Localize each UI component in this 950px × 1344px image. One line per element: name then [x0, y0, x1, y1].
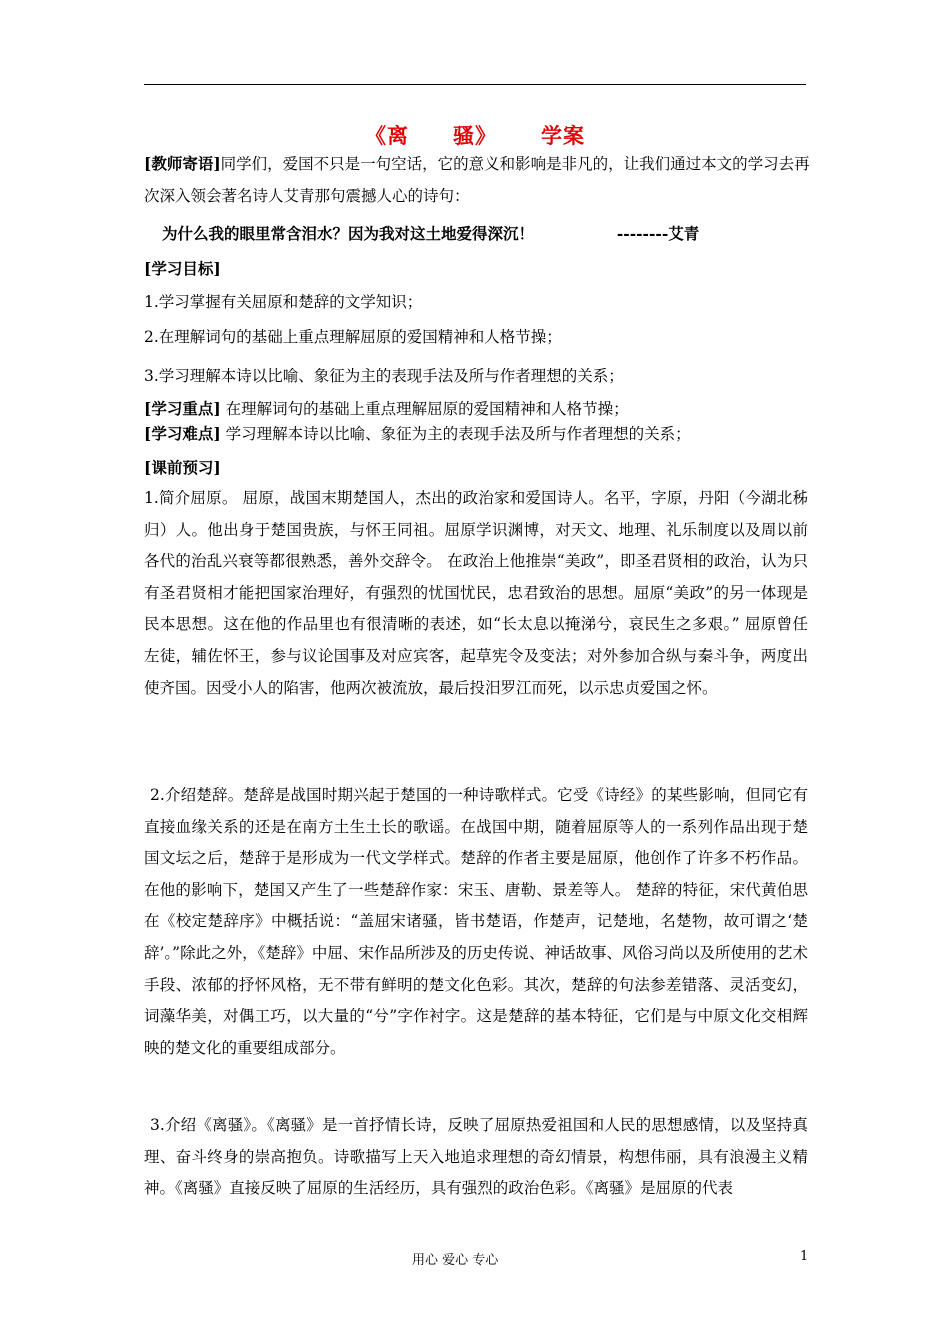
difficulty-text: 学习理解本诗以比喻、象征为主的表现手法及所与作者理想的关系； — [225, 425, 691, 443]
title-part-2: 骚》 — [453, 123, 497, 148]
preview-paragraph-1: 1.简介屈原。 屈原，战国末期楚国人，杰出的政治家和爱国诗人。名平，字原，丹阳（今湖北秭归）人。他出身于楚国贵族，与怀王同祖。屈原学识渊博，对天文、地理、礼乐制度以及周以前各代的治乱兴衰等都很熟悉，善外交辞令。 在政治上他推崇“美政”，即圣君贤相的政治，认为只有圣君贤相才能把国家治理好，有强烈的忧国忧民，忠君致治的思想。屈原“美政”的另一体现是民本思想。这在他的作品里也有很清晰的表述，如“长太息以掩涕兮，哀民生之多艰。” 屈原曾任左徒，辅佐怀王，参与议论国事及对应宾客，起草宪令及变法；对外参加合纵与秦斗争，两度出使齐国。因受小人的陷害，他两次被流放，最后投汨罗江而死，以示忠贞爱国之怀。 — [144, 489, 808, 697]
poem-quote-text: 为什么我的眼里常含泪水？因为我对这土地爱得深沉！ — [162, 224, 535, 243]
key-point — [144, 397, 810, 419]
header-rule — [144, 84, 806, 85]
teacher-message-text: 同学们，爱国不只是一句空话，它的意义和影响是非凡的，让我们通过本文的学习去再次深入领会著名诗人艾青那句震撼人心的诗句： — [144, 155, 810, 205]
page-title — [0, 120, 950, 150]
teacher-message-label: [教师寄语] — [144, 154, 221, 173]
preview-paragraph-2: 2.介绍楚辞。楚辞是战国时期兴起于楚国的一种诗歌样式。它受《诗经》的某些影响，但同它有直接血缘关系的还是在南方土生土长的歌谣。在战国中期，随着屈原等人的一系列作品出现于楚国文坛之后，楚辞于是形成为一代文学样式。楚辞的作者主要是屈原，他创作了许多不朽作品。在他的影响下，楚国又产生了一些楚辞作家：宋玉、唐勒、景差等人。 楚辞的特征，宋代黄伯思在《校定楚辞序》中概括说：“盖屈宋诸骚，皆书楚语，作楚声，记楚地，名楚物，故可谓之‘楚辞’。”除此之外，《楚辞》中屈、宋作品所涉及的历史传说、神话故事、风俗习尚以及所使用的艺术手段、浓郁的抒怀风格，无不带有鲜明的楚文化色彩。其次，楚辞的句法参差错落、灵活变幻，词藻华美，对偶工巧，以大量的“兮”字作衬字。这是楚辞的基本特征，它们是与中原文化交相辉映的楚文化的重要组成部分。 — [144, 786, 808, 1057]
objectives-heading: [学习目标] — [144, 259, 221, 278]
difficulty-label: [学习难点] — [144, 424, 221, 443]
title-part-3: 学案 — [541, 123, 585, 148]
key-point-text: 在理解词句的基础上重点理解屈原的爱国精神和人格节操； — [225, 400, 629, 418]
teacher-message — [144, 148, 810, 212]
preview-heading: [课前预习] — [144, 458, 221, 477]
poem-quote — [162, 222, 828, 244]
preview-paragraph-3: 3.介绍《离骚》。《离骚》是一首抒情长诗，反映了屈原热爱祖国和人民的思想感情，以及坚持真理、奋斗终身的崇高抱负。诗歌描写上天入地追求理想的奇幻情景，构想伟丽，具有浪漫主义精神。《离骚》直接反映了屈原的生活经历，具有强烈的政治色彩。《离骚》是屈原的代表 — [144, 1116, 808, 1198]
title-part-1: 《离 — [365, 123, 409, 148]
poem-quote-attribution: --------艾青 — [616, 224, 700, 243]
footer-motto: 用心 爱心 专心 — [412, 1253, 499, 1268]
difficulty — [144, 422, 810, 444]
objective-item-2: 2.在理解词句的基础上重点理解屈原的爱国精神和人格节操； — [144, 328, 562, 346]
key-point-label: [学习重点] — [144, 399, 221, 418]
objective-item-3: 3.学习理解本诗以比喻、象征为主的表现手法及所与作者理想的关系； — [144, 367, 624, 385]
objective-item-1: 1.学习掌握有关屈原和楚辞的文学知识； — [144, 293, 423, 311]
page-number: 1 — [800, 1249, 809, 1264]
